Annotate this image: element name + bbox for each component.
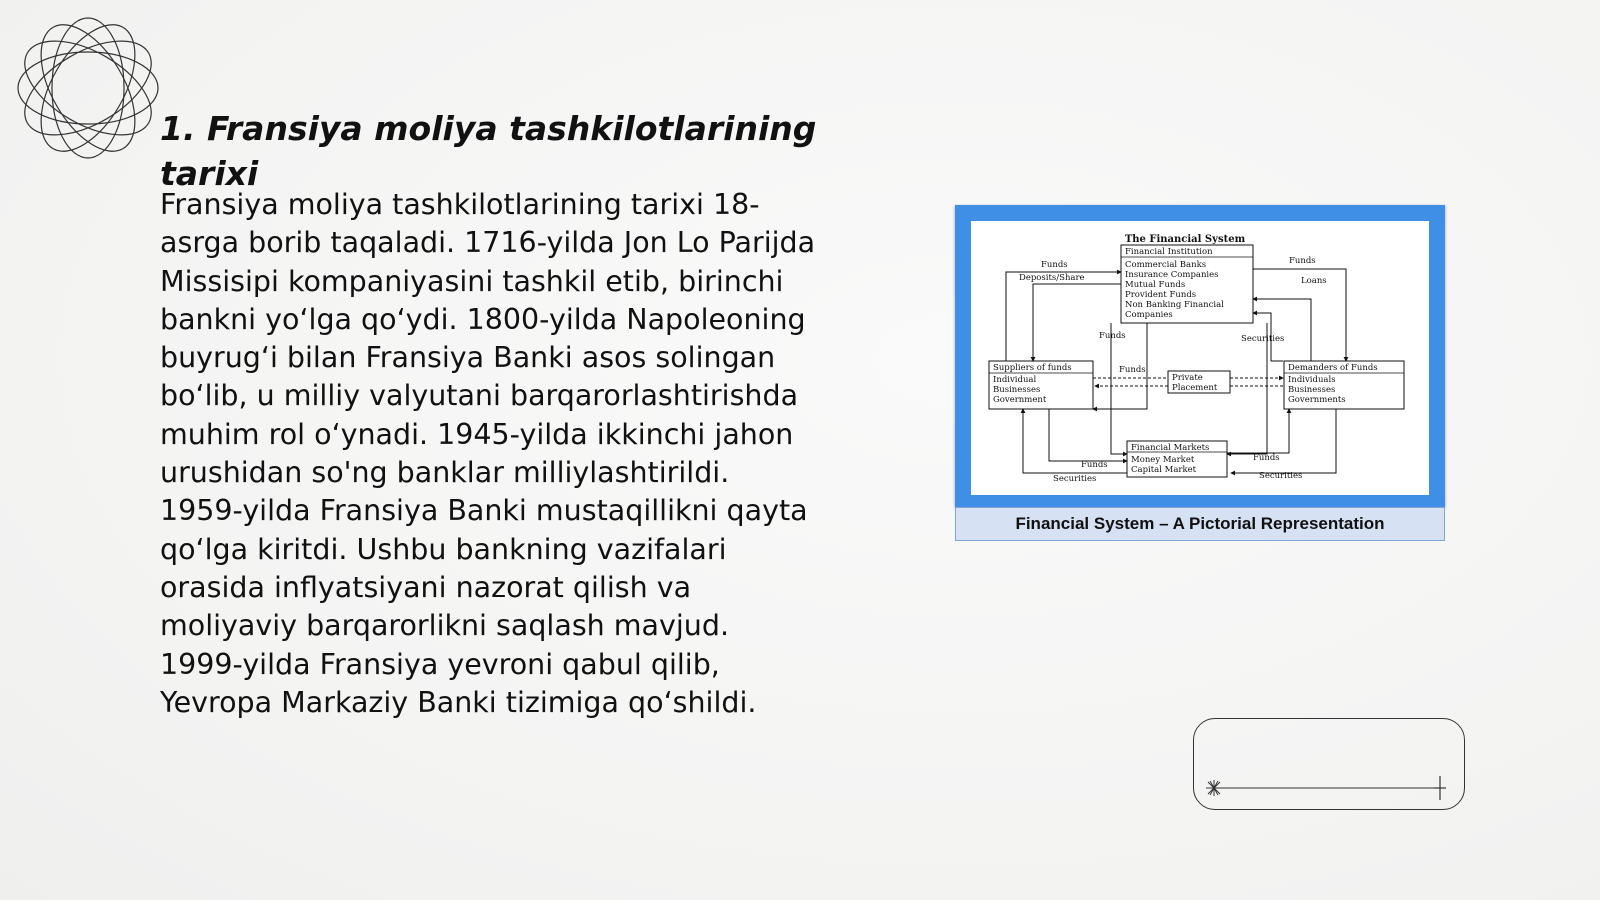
institution-item: Commercial Banks <box>1125 260 1207 270</box>
suppliers-header: Suppliers of funds <box>993 363 1072 373</box>
label-funds: Funds <box>1253 453 1280 463</box>
suppliers-item: Individual <box>993 375 1037 385</box>
financial-system-figure <box>955 205 1445 543</box>
sparkle-icon <box>1206 780 1222 796</box>
institution-box <box>1121 245 1253 323</box>
markets-box <box>1127 441 1227 477</box>
label-funds: Funds <box>1081 460 1108 470</box>
demanders-header: Demanders of Funds <box>1288 363 1378 373</box>
label-funds: Funds <box>1099 331 1126 341</box>
label-deposits-share: Deposits/Share <box>1019 273 1085 283</box>
institution-header: Financial Institution <box>1125 247 1213 257</box>
markets-item: Money Market <box>1131 455 1195 465</box>
ring-pattern-icon <box>8 8 168 168</box>
suppliers-item: Government <box>993 395 1047 405</box>
figure-image <box>971 221 1429 495</box>
slide-body-text: Fransiya moliya tashkilotlarining tarixi 18-asrga borib taqaladi. 1716-yilda Jon Lo Parijda Missisipi kompaniyasini tashkil etib, birinchi bankni yo‘lga qo‘ydi. 1800-yilda Napoleoning buyrug‘i bilan Fransiya Banki asos solingan bo‘lib, u milliy valyutani barqarorlashtirishda muhim rol o‘ynadi. 1945-yilda ikkinchi jahon urushidan so'ng banklar milliylashtirildi. 1959-yilda Fransiya Banki mustaqillikni qayta qo‘lga kiritdi. Ushbu bankning vazifalari orasida inflyatsiyani nazorat qilish va moliyaviy barqarorlikni saqlash mavjud. 1999-yilda Fransiya yevroni qabul qilib, Yevropa Markaziy Banki tizimiga qo‘shildi. <box>160 188 816 719</box>
label-loans: Loans <box>1301 276 1327 286</box>
label-securities: Securities <box>1259 471 1303 481</box>
institution-item: Non Banking Financial <box>1125 300 1224 310</box>
financial-system-diagram <box>971 221 1429 495</box>
demanders-box <box>1284 361 1404 409</box>
figure-caption: Financial System – A Pictorial Representation <box>955 507 1445 541</box>
institution-item: Provident Funds <box>1125 290 1197 300</box>
institution-item: Mutual Funds <box>1125 280 1186 290</box>
institution-item: Companies <box>1125 310 1173 320</box>
markets-header: Financial Markets <box>1131 443 1210 453</box>
demanders-item: Businesses <box>1288 385 1336 395</box>
label-securities: Securities <box>1241 334 1285 344</box>
label-securities: Securities <box>1053 474 1097 484</box>
demanders-item: Individuals <box>1288 375 1336 385</box>
decorative-line <box>1200 770 1460 800</box>
label-funds: Funds <box>1119 365 1146 375</box>
private-placement-label: Placement <box>1172 383 1218 393</box>
markets-item: Capital Market <box>1131 465 1197 475</box>
institution-item: Insurance Companies <box>1125 270 1219 280</box>
diagram-title: The Financial System <box>1124 234 1246 245</box>
label-funds: Funds <box>1041 260 1068 270</box>
suppliers-box <box>989 361 1093 409</box>
slide-title: 1. Fransiya moliya tashkilotlarining tarixi <box>160 109 817 193</box>
plus-star-icon <box>1434 776 1446 800</box>
suppliers-item: Businesses <box>993 385 1041 395</box>
figure-frame <box>955 205 1445 507</box>
private-placement-label: Private <box>1172 373 1203 383</box>
private-placement-box <box>1168 371 1230 393</box>
label-funds: Funds <box>1289 256 1316 266</box>
demanders-item: Governments <box>1288 395 1346 405</box>
